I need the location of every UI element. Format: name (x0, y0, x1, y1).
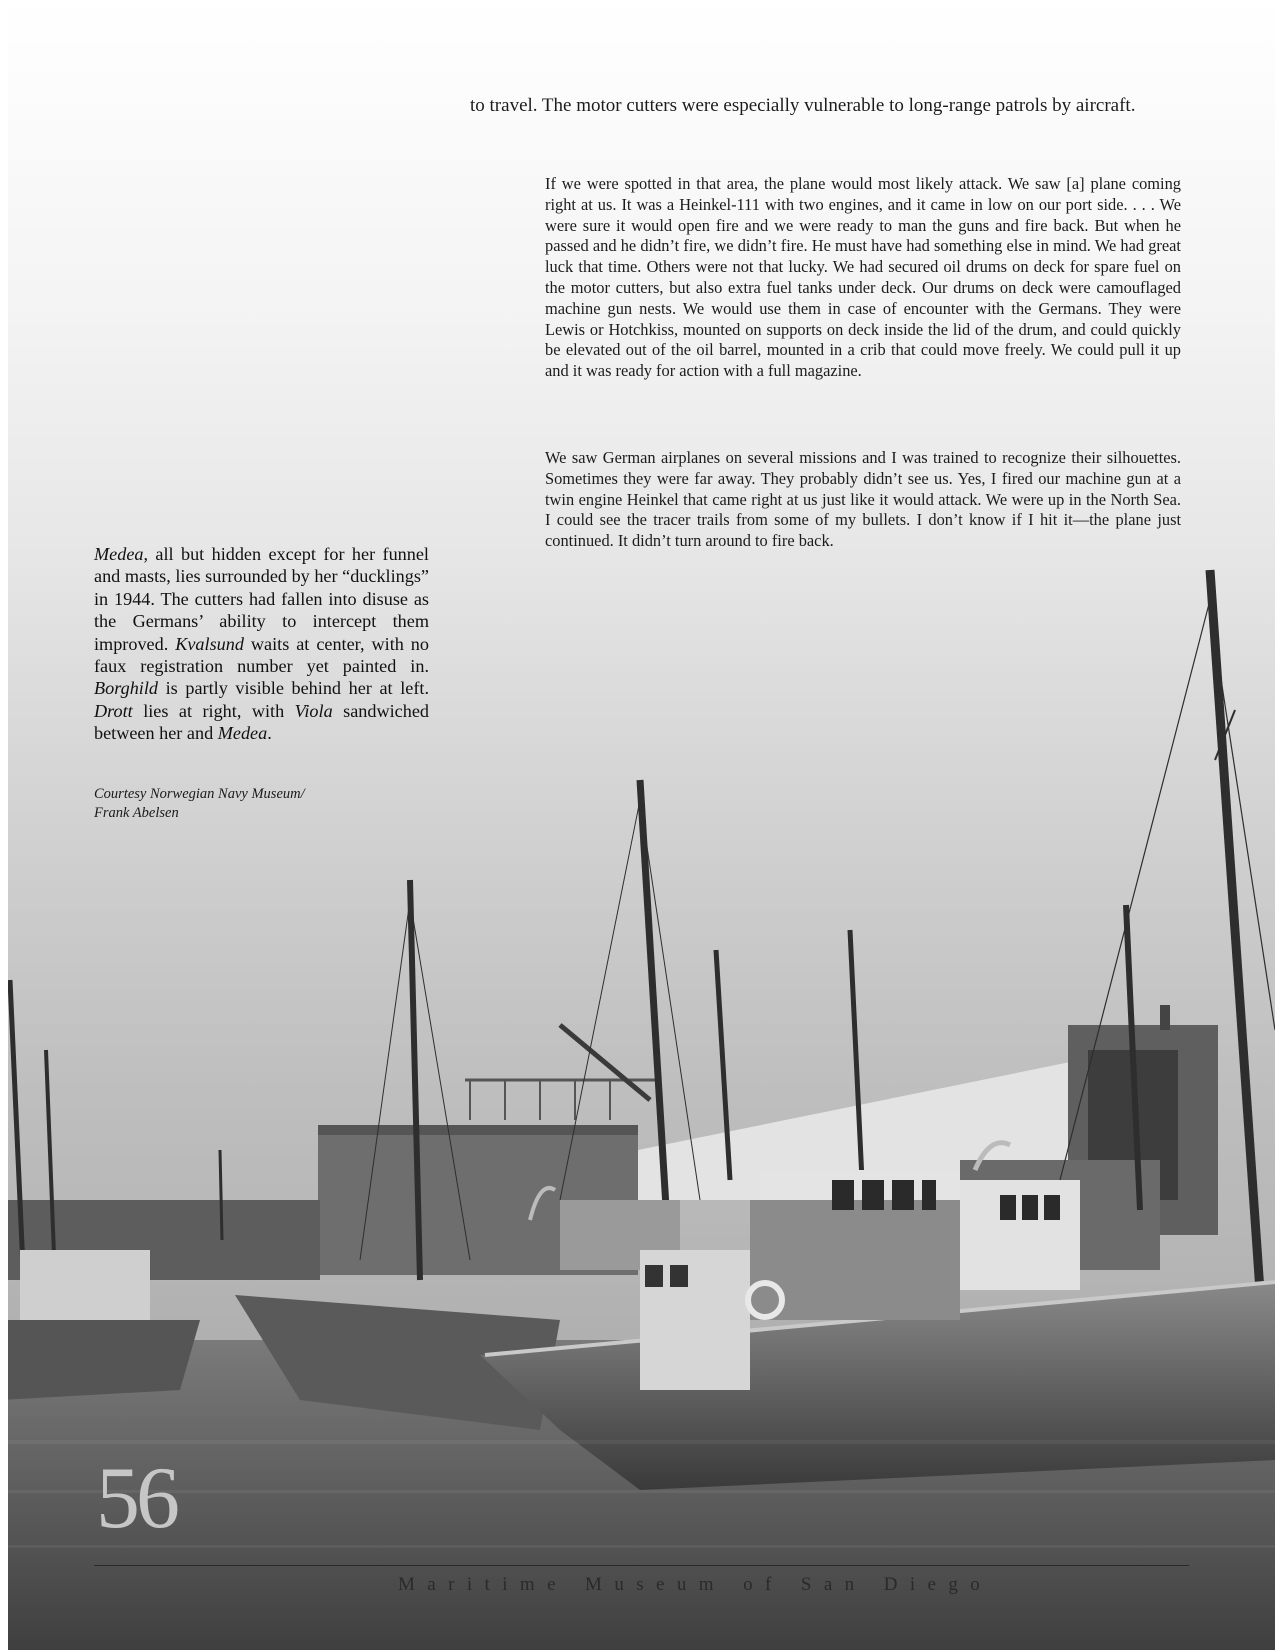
ship-name-kvalsund: Kvalsund (175, 633, 244, 654)
ship-name-medea: Medea (94, 544, 144, 564)
caption-text-6: . (267, 723, 272, 744)
ship-name-viola: Viola (294, 700, 333, 721)
credit-line-2: Frank Abelsen (94, 805, 179, 821)
caption-text-5: sandwiched between her and (94, 700, 429, 744)
footer-rule (94, 1565, 1189, 1566)
quote-paragraph-2: We saw German airplanes on several missions and I was trained to recognize their silhouettes. Sometimes they were far away. They probably didn’t see us. Yes, I fired our machine gun at a twin engine Heinkel that came right at us just like it would attack. We were up in the North Sea. I could see the tracer trails from some of my bullets. I don’t know if I hit it—the plane just continued. It didn’t turn around to fire back. (545, 448, 1181, 551)
photo-caption (94, 543, 429, 745)
caption-text-2: waits at center, with no faux registration number yet painted in. (94, 633, 429, 677)
left-margin (0, 0, 8, 1650)
ship-name-drott: Drott (94, 700, 133, 721)
footer-publication: Maritime Museum of San Diego (398, 1574, 993, 1595)
caption-text-3: is partly visible behind her at left. (158, 678, 429, 699)
caption-text-4: lies at right, with (132, 700, 295, 721)
photo-credit (94, 785, 424, 823)
page-number: 56 (96, 1450, 176, 1547)
credit-line-1: Courtesy Norwegian Navy Museum/ (94, 786, 305, 802)
ship-name-borghild: Borghild (94, 678, 158, 699)
ship-name-medea-2: Medea (217, 723, 268, 744)
quote-paragraph-1: If we were spotted in that area, the plane would most likely attack. We saw [a] plane coming right at us. It was a Heinkel-111 with two engines, and it came in low on our port side. . . . We were sure it would open fire and we were ready to man the guns and fire back. But when he passed and he didn’t fire, we didn’t fire. He must have had something else in mind. We had great luck that time. Others were not that lucky. We had secured oil drums on deck for spare fuel on the motor cutters, but also extra fuel tanks under deck. Our drums on deck were camouflaged machine gun nests. We would use them in case of encounter with the Germans. They were Lewis or Hotchkiss, mounted on supports on deck inside the lid of the drum, and could quickly be elevated out of the oil barrel, mounted in a crib that could move freely. We could pull it up and it was ready for action with a full magazine. (545, 174, 1181, 381)
intro-paragraph: to travel. The motor cutters were especially vulnerable to long-range patrols by aircraft. (470, 95, 1136, 116)
caption-text-1: , all but hidden except for her funnel and masts, lies surrounded by her “ducklings” in 1944. The cutters had fallen into disuse as the Germans’ ability to intercept them improved. (94, 544, 429, 654)
